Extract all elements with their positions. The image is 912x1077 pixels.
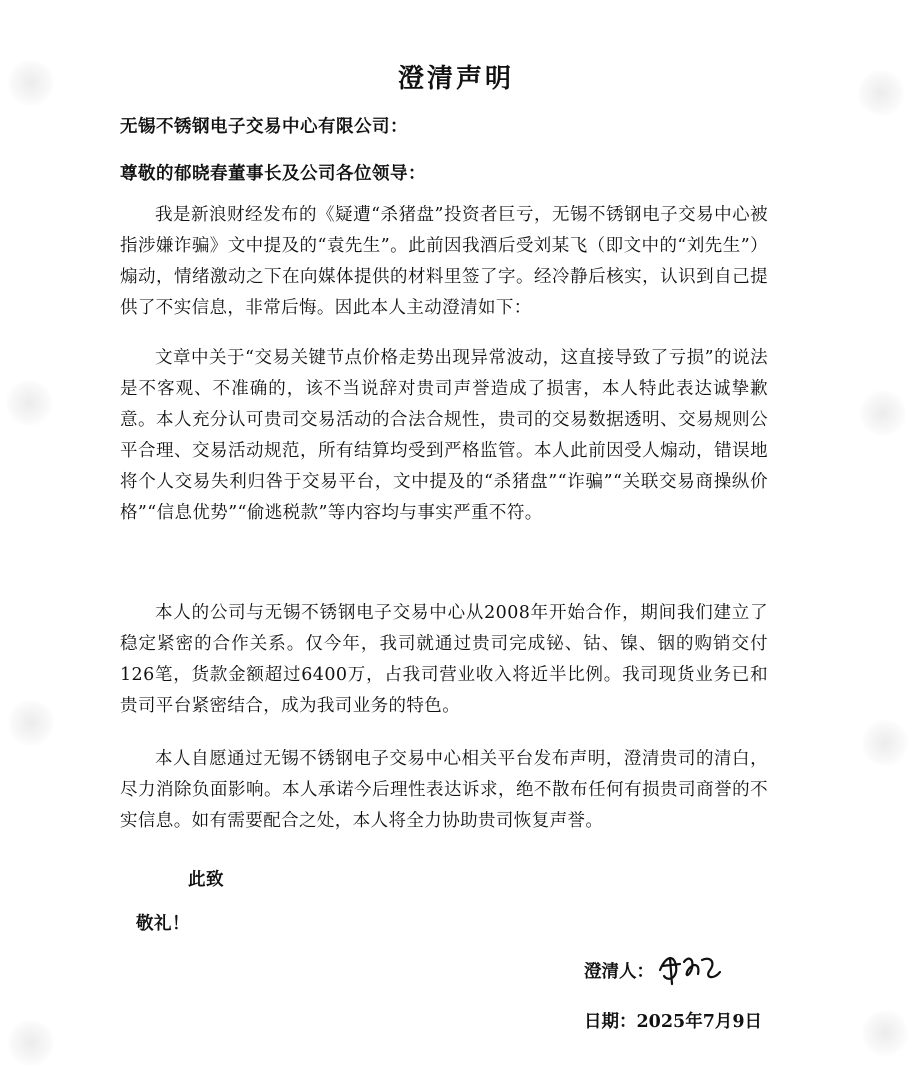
watermark-mark — [8, 1020, 54, 1066]
body-paragraph-4: 本人自愿通过无锡不锈钢电子交易中心相关平台发布声明，澄清贵司的清白，尽力消除负面影响。本人承诺今后理性表达诉求，绝不散布任何有损贵司商誉的不实信息。如有需要配合之处，本人将全力协助贵司恢复声誉。 — [120, 749, 768, 831]
body-paragraph-1: 我是新浪财经发布的《疑遭“杀猪盘”投资者巨亏，无锡不锈钢电子交易中心被指涉嫌诈骗》文中提及的“袁先生”。此前因我酒后受刘某飞（即文中的“刘先生”）煽动，情绪激动之下在向媒体提供的材料里签了字。经冷静后核实，认识到自己提供了不实信息，非常后悔。因此本人主动澄清如下： — [120, 205, 768, 318]
body-paragraph-2: 文章中关于“交易关键节点价格走势出现异常波动，这直接导致了亏损”的说法是不客观、不准确的，该不当说辞对贵司声誉造成了损害，本人特此表达诚挚歉意。本人充分认可贵司交易活动的合法合规性，贵司的交易数据透明、交易规则公平合理、交易活动规范，所有结算均受到严格监管。本人此前因受人煽动，错误地将个人交易失利归咎于交易平台，文中提及的“杀猪盘”“诈骗”“关联交易商操纵价格”“信息优势”“偷逃税款”等内容均与事实严重不符。 — [120, 348, 768, 523]
body-paragraph-3: 本人的公司与无锡不锈钢电子交易中心从2008年开始合作，期间我们建立了稳定紧密的合作关系。仅今年，我司就通过贵司完成铋、钴、镍、铟的购销交付126笔，货款金额超过6400万，占我司营业收入将近半比例。我司现货业务已和贵司平台紧密结合，成为我司业务的特色。 — [120, 603, 768, 716]
statement-date: 日期：2025年7月9日 — [584, 1012, 763, 1032]
watermark-mark — [862, 1010, 908, 1056]
watermark-mark — [860, 390, 906, 436]
recipient-persons: 尊敬的郁晓春董事长及公司各位领导： — [120, 164, 426, 184]
closing-respect: 敬礼！ — [136, 914, 190, 934]
watermark-mark — [862, 720, 908, 766]
watermark-mark — [6, 380, 52, 426]
handwritten-signature — [654, 948, 724, 988]
recipient-company: 无锡不锈钢电子交易中心有限公司： — [120, 117, 408, 137]
closing-salutation: 此致 — [188, 870, 224, 890]
watermark-mark — [8, 700, 54, 746]
signer-label: 澄清人： — [584, 962, 654, 982]
document-title: 澄清声明 — [397, 64, 514, 94]
